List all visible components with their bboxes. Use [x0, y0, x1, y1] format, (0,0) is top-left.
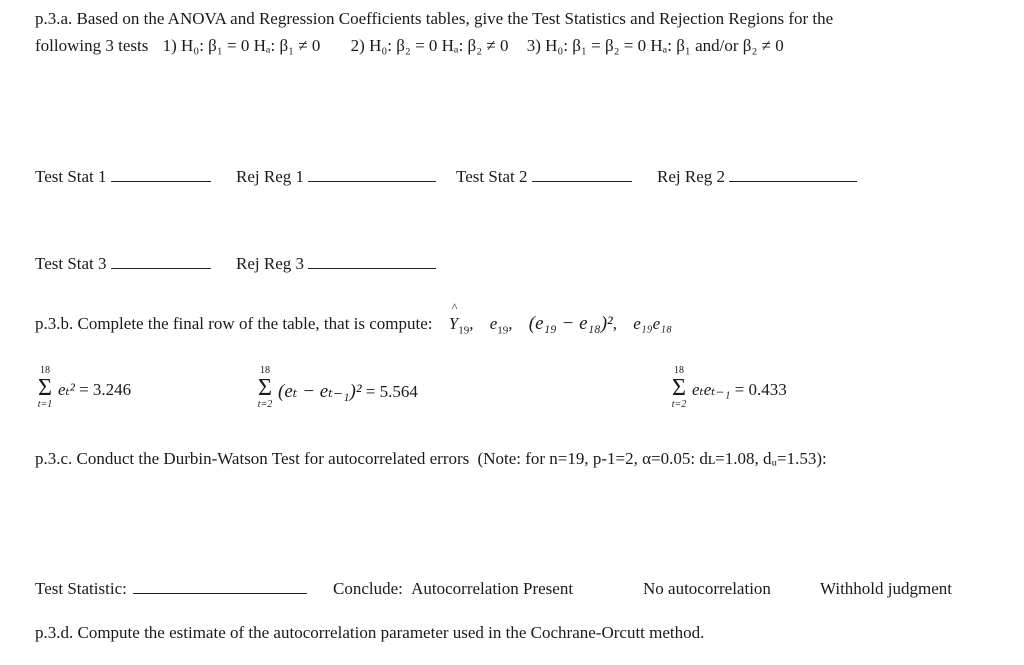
test-stat-2-field — [456, 167, 632, 187]
dw-test-statistic-blank[interactable] — [133, 579, 307, 594]
test-2-hypotheses: 2) H₀: β₂ = 0 Hₐ: β₂ ≠ 0 — [350, 36, 509, 55]
sum-1-value: = 3.246 — [79, 380, 132, 399]
p3a-lead: following 3 tests — [35, 36, 149, 55]
dw-test-statistic-label: Test Statistic: — [35, 579, 127, 598]
test-stat-3-field — [35, 254, 211, 274]
p3a-question-line1: p.3.a. Based on the ANOVA and Regression Coefficients tables, give the Test Statistics and Rejection Regions for the — [35, 9, 834, 28]
rej-reg-1-field — [236, 167, 436, 187]
p3b-heading: p.3.b. Complete the final row of the table, that is compute: ^ $Y_{19}$, $e_{19}$, (e₁₉ − e₁₈)², e₁₉e₁₈ — [35, 300, 672, 337]
option-autocorrelation-present[interactable]: Autocorrelation Present — [411, 579, 574, 598]
p3a-question-line2 — [35, 36, 784, 56]
diff-squared: (e₁₉ − e₁₈)² — [528, 313, 613, 334]
sum-3-sigma: 18 Σ t=2 — [671, 365, 687, 410]
test-1-hypotheses: 1) H₀: β₁ = 0 Hₐ: β₁ ≠ 0 — [162, 36, 321, 55]
p3c-heading-text: p.3.c. Conduct the Durbin-Watson Test for autocorrelated errors — [35, 449, 470, 468]
rej-reg-2-blank[interactable] — [729, 167, 857, 182]
test-stat-2-label: Test Stat 2 — [456, 167, 528, 186]
dw-note: (Note: for n=19, p-1=2, α=0.05: dʟ=1.08, dᵤ=1.53): — [477, 449, 827, 468]
sum-3-expression: eₜeₜ₋₁ = 0.433 — [692, 380, 787, 399]
sum-2-sigma: 18 Σ t=2 — [257, 365, 273, 410]
conclude-label: Conclude: — [333, 579, 403, 598]
test-stat-3-label: Test Stat 3 — [35, 254, 107, 273]
sum-1-expression: eₜ² = 3.246 — [58, 380, 132, 399]
rej-reg-1-label: Rej Reg 1 — [236, 167, 304, 186]
rej-reg-1-blank[interactable] — [308, 167, 436, 182]
p3c-heading — [35, 449, 827, 469]
rej-reg-2-field — [657, 167, 857, 187]
option-withhold-judgment[interactable]: Withhold judgment — [820, 579, 952, 598]
rej-reg-3-blank[interactable] — [308, 254, 436, 269]
p3d-heading: p.3.d. Compute the estimate of the autocorrelation parameter used in the Cochrane-Orcutt method. — [35, 623, 705, 642]
yhat-19: ^ $Y_{19}$, — [448, 300, 474, 337]
test-stat-1-label: Test Stat 1 — [35, 167, 107, 186]
test-stat-2-blank[interactable] — [532, 167, 632, 182]
test-stat-1-field — [35, 167, 211, 187]
option-no-autocorrelation[interactable]: No autocorrelation — [643, 579, 771, 598]
dw-test-statistic-field — [35, 579, 307, 599]
rej-reg-3-field — [236, 254, 436, 274]
test-3-hypotheses: 3) H₀: β₁ = β₂ = 0 Hₐ: β₁ and/or β₂ ≠ 0 — [526, 36, 784, 55]
sum-1-sigma: 18 Σ t=1 — [37, 365, 53, 410]
test-stat-1-blank[interactable] — [111, 167, 211, 182]
test-stat-3-blank[interactable] — [111, 254, 211, 269]
rej-reg-2-label: Rej Reg 2 — [657, 167, 725, 186]
p3b-heading-text: p.3.b. Complete the final row of the table, that is compute: — [35, 314, 433, 333]
e-19: $e_{19}$, — [489, 314, 513, 337]
product-e19-e18: e₁₉e₁₈ — [633, 314, 672, 333]
sum-2-value: = 5.564 — [365, 382, 418, 401]
sum-3-value: = 0.433 — [734, 380, 787, 399]
rej-reg-3-label: Rej Reg 3 — [236, 254, 304, 273]
dw-conclude-row — [333, 579, 573, 599]
sum-2-expression: (eₜ − eₜ₋₁)² = 5.564 — [278, 381, 418, 402]
